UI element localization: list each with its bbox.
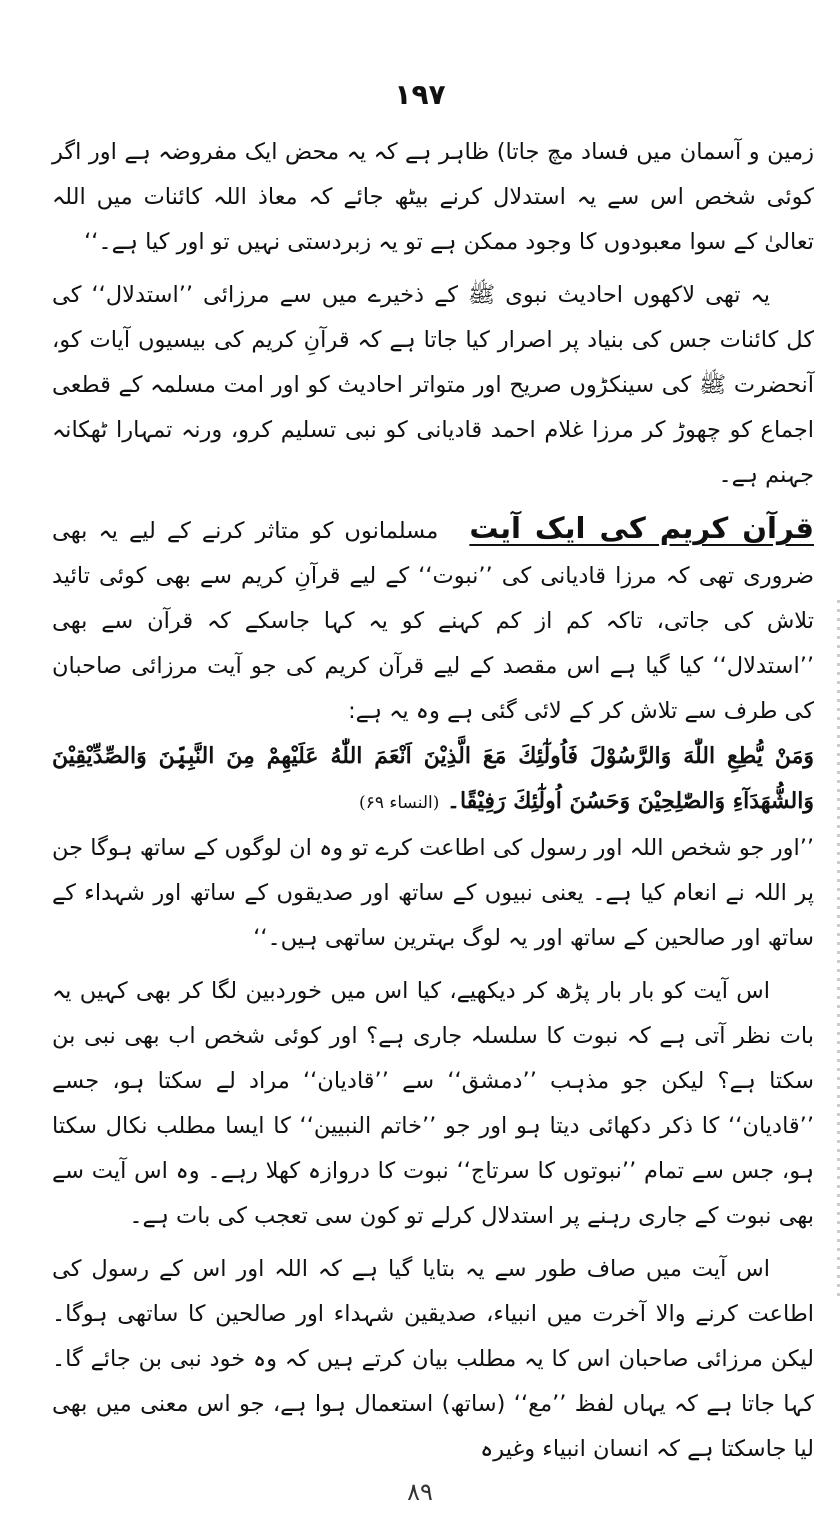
page-number-top: ١٩٧ [394, 78, 446, 111]
verse-translation: ’’اور جو شخص اللہ اور رسول کی اطاعت کرے تو وہ ان لوگوں کے ساتھ ہوگا جن پر اللہ نے انعام کیا ہے۔ یعنی نبیوں کے ساتھ اور صدیقوں کے ساتھ اور شہداء کے ساتھ اور صالحین کے ساتھ اور یہ لوگ بہترین ساتھی ہیں۔‘‘ [52, 835, 814, 951]
page-body [52, 130, 814, 1472]
paragraph-3: مسلمانوں کو متاثر کرنے کے لیے یہ بھی ضروری تھی کہ مرزا قادیانی کی ’’نبوت‘‘ کے لیے قرآنِ کریم سے بھی کوئی تائید تلاش کی جاتی، تاکہ کم از کم کہنے کو یہ کہا جاسکے کہ قرآن سے بھی ’’استدلال‘‘ کیا گیا ہے اس مقصد کے لیے قرآن کریم کی جو آیت مرزائی صاحبان کی طرف سے تلاش کر کے لائی گئی ہے وہ یہ ہے: [52, 518, 814, 724]
section-heading: قرآن کریم کی ایک آیت [469, 511, 815, 545]
paragraph-5: اس آیت میں صاف طور سے یہ بتایا گیا ہے کہ اللہ اور اس کے رسول کی اطاعت کرنے والا آخرت میں انبیاء، صدیقین شہداء اور صالحین کا ساتھی ہوگا۔ لیکن مرزائی صاحبان اس کا یہ مطلب بیان کرتے ہیں کہ وہ خود نبی بن جائے گا۔ کہا جاتا ہے کہ یہاں لفظ ’’مع‘‘ (ساتھ) استعمال ہوا ہے، جو اس معنی میں بھی لیا جاسکتا ہے کہ انسان انبیاء وغیرہ [52, 1256, 814, 1462]
quran-verse: وَمَنْ يُّطِعِ اللّٰهَ وَالرَّسُوْلَ فَاُولٰٓئِكَ مَعَ الَّذِيْنَ اَنْعَمَ اللّٰهُ عَلَيْهِمْ مِنَ النَّبِيّٖنَ وَالصِّدِّيْقِيْنَ وَالشُّهَدَآءِ وَالصّٰلِحِيْنَ وَحَسُنَ اُولٰٓئِكَ رَفِيْقًا۔ [52, 743, 814, 814]
page-number-bottom: ٨٩ [407, 1478, 433, 1506]
paragraph-3-block [52, 506, 814, 734]
paragraph-2: یہ تھی لاکھوں احادیث نبوی ﷺ کے ذخیرے میں سے مرزائی ’’استدلال‘‘ کی کل کائنات جس کی بنیاد پر اصرار کیا جاتا ہے کہ قرآنِ کریم کی بیسیوں آیات کو، آنحضرت ﷺ کی سینکڑوں صریح اور متواتر احادیث کو اور امت مسلمہ کے قطعی اجماع کو چھوڑ کر مرزا غلام احمد قادیانی کو نبی تسلیم کرو، ورنہ تمہارا ٹھکانہ جہنم ہے۔ [52, 282, 814, 488]
paragraph-4: اس آیت کو بار بار پڑھ کر دیکھیے، کیا اس میں خوردبین لگا کر بھی کہیں یہ بات نظر آتی ہے کہ نبوت کا سلسلہ جاری ہے؟ اور کوئی شخص اب بھی نبی بن سکتا ہے؟ لیکن جو مذہب ’’دمشق‘‘ سے ’’قادیان‘‘ مراد لے سکتا ہو، جسے ’’قادیان‘‘ کا ذکر دکھائی دیتا ہو اور جو ’’خاتم النبیین‘‘ کا ایسا مطلب نکال سکتا ہو، جس سے تمام ’’نبوتوں کا سرتاج‘‘ نبوت کا دروازہ کھلا رہے۔ وہ اس آیت سے بھی نبوت کے جاری رہنے پر استدلال کرلے تو کون سی تعجب کی بات ہے۔ [52, 978, 814, 1229]
quran-verse-block [52, 734, 814, 826]
verse-reference: (النساء ۶۹) [359, 793, 440, 813]
paragraph-1: زمین و آسمان میں فساد مچ جاتا) ظاہر ہے کہ یہ محض ایک مفروضہ ہے اور اگر کوئی شخص اس سے یہ استدلال کرنے بیٹھ جائے کہ معاذ اللہ کائنات میں اللہ تعالیٰ کے سوا معبودوں کا وجود ممکن ہے تو یہ زبردستی نہیں تو اور کیا ہے۔‘‘ [52, 139, 814, 255]
